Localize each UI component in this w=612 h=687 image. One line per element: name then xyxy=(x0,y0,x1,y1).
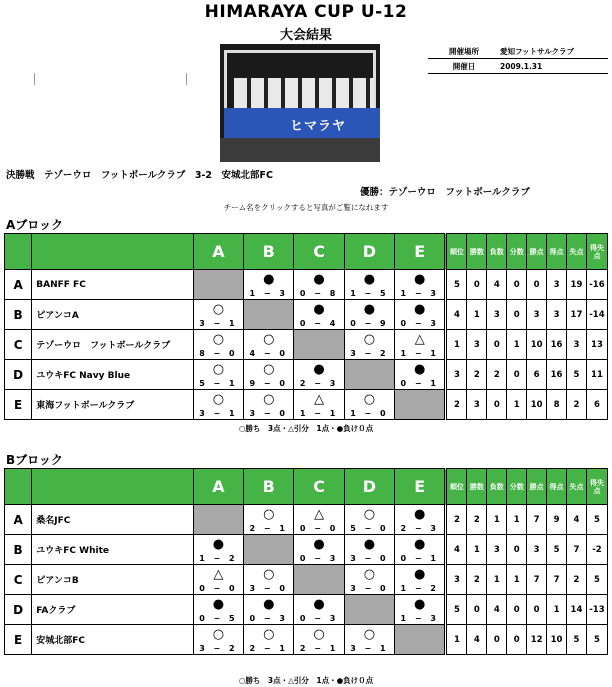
result-symbol: △ xyxy=(213,567,224,582)
stat-cell: 0 xyxy=(507,360,527,390)
result-score: 3 − 1 xyxy=(199,409,238,418)
meta-key: 開催場所 xyxy=(449,46,479,56)
stat-cell: 3 xyxy=(527,300,547,330)
stat-header: 勝点 xyxy=(527,234,547,270)
result-symbol: ● xyxy=(263,597,275,612)
self-match-cell xyxy=(294,565,344,595)
result-score: 1 − 3 xyxy=(400,614,439,623)
stat-cell: 16 xyxy=(547,330,567,360)
result-cell xyxy=(344,565,394,595)
result-cell xyxy=(244,565,294,595)
result-symbol: ○ xyxy=(212,362,225,377)
result-score: 5 − 0 xyxy=(350,524,389,533)
stat-header: 得失点 xyxy=(586,469,607,505)
result-score: 0 − 9 xyxy=(350,319,389,328)
winner: 優勝：テゾーウロ フットボールクラブ xyxy=(360,187,530,198)
block-title: Aブロック xyxy=(6,218,64,232)
stat-cell: 3 xyxy=(447,360,467,390)
result-score: 2 − 3 xyxy=(400,524,439,533)
result-cell xyxy=(193,625,243,655)
meta-value: 2009.1.31 xyxy=(500,61,543,71)
legend: ○勝ち 3点・△引分 1点・●負け０点 xyxy=(238,424,374,433)
stat-cell: 13 xyxy=(586,330,607,360)
stat-cell: 0 xyxy=(527,595,547,625)
team-name[interactable]: テゾーウロ フットボールクラブ xyxy=(32,330,193,360)
stat-cell: 7 xyxy=(567,535,587,565)
result-cell xyxy=(395,360,445,390)
result-score: 1 − 2 xyxy=(400,584,439,593)
row-letter: C xyxy=(5,565,32,595)
result-score: 2 − 1 xyxy=(299,644,339,653)
stat-cell: 1 xyxy=(507,390,527,420)
result-cell xyxy=(395,565,445,595)
stat-cell: 10 xyxy=(527,390,547,420)
result-cell xyxy=(193,565,243,595)
stat-header: 得点 xyxy=(547,469,567,505)
divider xyxy=(34,73,35,85)
stat-header: 負数 xyxy=(487,234,507,270)
result-cell xyxy=(395,330,445,360)
result-score: 3 − 0 xyxy=(350,554,389,563)
result-symbol: ● xyxy=(414,597,426,612)
stat-cell: 5 xyxy=(447,270,467,300)
result-score: 3 − 2 xyxy=(350,349,389,358)
result-symbol: △ xyxy=(314,507,325,522)
stat-cell: 0 xyxy=(487,625,507,655)
stat-cell: 2 xyxy=(447,505,467,535)
photo-note: チーム名をクリックすると写真がご覧になれます xyxy=(223,203,389,212)
result-cell xyxy=(294,505,344,535)
result-score: 0 − 3 xyxy=(249,614,288,623)
table-row xyxy=(5,535,608,565)
result-score: 4 − 0 xyxy=(249,349,288,358)
row-letter: A xyxy=(5,505,32,535)
result-symbol: ○ xyxy=(212,392,225,407)
self-match-cell xyxy=(244,535,294,565)
stat-cell: 2 xyxy=(467,565,487,595)
column-header: A xyxy=(193,234,243,270)
result-cell xyxy=(294,535,344,565)
result-score: 0 − 4 xyxy=(299,319,339,328)
stat-cell: 0 xyxy=(467,270,487,300)
result-cell xyxy=(193,300,243,330)
column-header: E xyxy=(395,234,445,270)
result-symbol: ○ xyxy=(263,362,275,377)
row-letter: D xyxy=(5,360,32,390)
result-symbol: ○ xyxy=(363,392,376,407)
result-symbol: ● xyxy=(313,362,325,377)
team-name[interactable]: 東海フットボールクラブ xyxy=(32,390,193,420)
result-cell xyxy=(193,535,243,565)
row-letter: D xyxy=(5,595,32,625)
stat-cell: 2 xyxy=(467,505,487,535)
stat-cell: 7 xyxy=(547,565,567,595)
stat-cell: 5 xyxy=(586,565,607,595)
team-name[interactable]: ピアンコB xyxy=(32,565,193,595)
stat-cell: 2 xyxy=(567,390,587,420)
table-row xyxy=(5,270,608,300)
header-blank xyxy=(5,469,32,505)
result-cell xyxy=(193,390,243,420)
result-cell xyxy=(344,625,394,655)
banner-text: ヒマラヤ xyxy=(290,119,347,134)
result-symbol: ○ xyxy=(363,627,376,642)
column-header: D xyxy=(344,469,394,505)
self-match-cell xyxy=(344,595,394,625)
self-match-cell xyxy=(344,360,394,390)
block-title: Bブロック xyxy=(6,453,63,467)
result-symbol: ● xyxy=(414,567,426,582)
block-table xyxy=(4,468,608,655)
result-cell xyxy=(395,505,445,535)
result-symbol: △ xyxy=(414,332,425,347)
result-symbol: ○ xyxy=(263,392,275,407)
result-symbol: ○ xyxy=(263,507,275,522)
result-score: 9 − 0 xyxy=(249,379,288,388)
result-symbol: ● xyxy=(363,272,376,287)
players-group xyxy=(234,78,374,110)
table-row xyxy=(5,565,608,595)
stat-header: 失点 xyxy=(567,234,587,270)
self-match-cell xyxy=(395,625,445,655)
header-blank xyxy=(5,234,32,270)
self-match-cell xyxy=(244,300,294,330)
stat-cell: 5 xyxy=(547,535,567,565)
result-score: 3 − 2 xyxy=(199,644,238,653)
stat-cell: 3 xyxy=(567,330,587,360)
result-score: 3 − 1 xyxy=(199,319,238,328)
stat-cell: 0 xyxy=(507,625,527,655)
stat-cell: 6 xyxy=(586,390,607,420)
self-match-cell xyxy=(395,390,445,420)
table-row xyxy=(5,505,608,535)
stat-header: 順位 xyxy=(447,234,467,270)
stat-cell: -13 xyxy=(586,595,607,625)
result-symbol: ● xyxy=(313,302,325,317)
stat-cell: 1 xyxy=(547,595,567,625)
result-symbol: ● xyxy=(313,597,325,612)
stat-cell: 1 xyxy=(467,300,487,330)
table-row xyxy=(5,625,608,655)
result-score: 0 − 3 xyxy=(299,554,339,563)
stat-cell: 0 xyxy=(507,300,527,330)
team-name[interactable]: FAクラブ xyxy=(32,595,193,625)
stat-cell: 2 xyxy=(447,390,467,420)
result-score: 0 − 8 xyxy=(299,289,339,298)
stat-cell: 14 xyxy=(567,595,587,625)
result-score: 1 − 1 xyxy=(400,349,439,358)
team-name[interactable]: 安城北部FC xyxy=(32,625,193,655)
result-symbol: ○ xyxy=(263,332,275,347)
stat-cell: 0 xyxy=(487,390,507,420)
column-header: B xyxy=(244,469,294,505)
result-score: 1 − 3 xyxy=(249,289,288,298)
stat-cell: 5 xyxy=(567,625,587,655)
column-header: A xyxy=(193,469,243,505)
result-cell xyxy=(244,625,294,655)
stat-cell: 0 xyxy=(527,270,547,300)
result-symbol: ● xyxy=(414,362,426,377)
column-header: D xyxy=(344,234,394,270)
result-score: 1 − 2 xyxy=(199,554,238,563)
result-cell xyxy=(395,270,445,300)
result-symbol: △ xyxy=(314,392,325,407)
result-cell xyxy=(294,625,344,655)
result-cell xyxy=(344,505,394,535)
stat-header: 得失点 xyxy=(586,234,607,270)
result-symbol: ● xyxy=(363,537,376,552)
stat-cell: 4 xyxy=(487,270,507,300)
stat-header: 勝点 xyxy=(527,469,547,505)
stat-cell: 5 xyxy=(447,595,467,625)
column-header: C xyxy=(294,234,344,270)
stat-cell: 10 xyxy=(527,330,547,360)
result-symbol: ● xyxy=(414,302,426,317)
row-letter: B xyxy=(5,300,32,330)
result-cell xyxy=(395,595,445,625)
result-score: 0 − 5 xyxy=(199,614,238,623)
stat-cell: 16 xyxy=(547,360,567,390)
result-cell xyxy=(294,270,344,300)
stat-cell: 3 xyxy=(547,270,567,300)
result-symbol: ○ xyxy=(212,332,225,347)
divider xyxy=(186,73,187,85)
result-score: 2 − 1 xyxy=(249,644,288,653)
stat-header: 負数 xyxy=(487,469,507,505)
result-symbol: ● xyxy=(414,272,426,287)
stat-cell: 4 xyxy=(487,595,507,625)
result-score: 1 − 5 xyxy=(350,289,389,298)
stat-cell: 3 xyxy=(467,390,487,420)
self-match-cell xyxy=(193,270,243,300)
result-cell xyxy=(244,360,294,390)
stat-cell: 1 xyxy=(507,330,527,360)
row-letter: E xyxy=(5,625,32,655)
page-title: HIMARAYA CUP U-12 xyxy=(204,2,408,22)
stat-cell: 12 xyxy=(527,625,547,655)
stat-header: 勝数 xyxy=(467,234,487,270)
stat-cell: -2 xyxy=(586,535,607,565)
result-symbol: ● xyxy=(414,537,426,552)
result-symbol: ○ xyxy=(212,627,225,642)
result-cell xyxy=(244,330,294,360)
stat-cell: -16 xyxy=(586,270,607,300)
result-symbol: ● xyxy=(263,272,275,287)
table-row xyxy=(5,330,608,360)
self-match-cell xyxy=(294,330,344,360)
result-symbol: ○ xyxy=(263,627,275,642)
result-symbol: ● xyxy=(414,507,426,522)
self-match-cell xyxy=(193,505,243,535)
result-symbol: ● xyxy=(212,597,225,612)
header-row xyxy=(5,469,608,505)
header-blank xyxy=(32,234,193,270)
stat-cell: 4 xyxy=(447,300,467,330)
stat-cell: 1 xyxy=(507,565,527,595)
stat-cell: 1 xyxy=(447,330,467,360)
result-score: 0 − 3 xyxy=(299,614,339,623)
meta-row xyxy=(428,59,608,74)
result-symbol: ○ xyxy=(313,627,325,642)
result-cell xyxy=(294,300,344,330)
stat-cell: 0 xyxy=(507,535,527,565)
stat-cell: 3 xyxy=(467,330,487,360)
page-subtitle: 大会結果 xyxy=(279,28,332,43)
result-cell xyxy=(344,300,394,330)
result-symbol: ● xyxy=(363,302,376,317)
result-score: 1 − 0 xyxy=(350,409,389,418)
result-score: 0 − 1 xyxy=(400,379,439,388)
result-cell xyxy=(193,360,243,390)
stat-cell: 4 xyxy=(467,625,487,655)
result-cell xyxy=(244,390,294,420)
result-cell xyxy=(244,505,294,535)
column-header: B xyxy=(244,234,294,270)
result-score: 0 − 1 xyxy=(400,554,439,563)
row-letter: C xyxy=(5,330,32,360)
result-symbol: ● xyxy=(313,272,325,287)
result-score: 8 − 0 xyxy=(199,349,238,358)
stat-cell: 3 xyxy=(527,535,547,565)
stat-cell: 1 xyxy=(487,505,507,535)
stat-cell: 1 xyxy=(467,535,487,565)
result-score: 1 − 3 xyxy=(400,289,439,298)
final-match: 決勝戦 テゾーウロ フットボールクラブ 3-2 安城北部FC xyxy=(6,170,273,181)
team-name[interactable]: ユウキFC Navy Blue xyxy=(32,360,193,390)
header-row xyxy=(5,234,608,270)
header-blank xyxy=(32,469,193,505)
result-score: 3 − 0 xyxy=(350,584,389,593)
result-cell xyxy=(244,595,294,625)
stat-cell: 8 xyxy=(547,390,567,420)
result-score: 0 − 0 xyxy=(199,584,238,593)
stat-cell: 4 xyxy=(447,535,467,565)
stat-cell: 2 xyxy=(487,360,507,390)
result-cell xyxy=(244,270,294,300)
result-cell xyxy=(294,360,344,390)
result-score: 2 − 3 xyxy=(299,379,339,388)
stat-cell: 6 xyxy=(527,360,547,390)
stat-cell: 1 xyxy=(447,625,467,655)
team-photo xyxy=(220,44,380,162)
stat-header: 勝数 xyxy=(467,469,487,505)
result-symbol: ○ xyxy=(363,507,376,522)
result-symbol: ○ xyxy=(212,302,225,317)
result-cell xyxy=(344,390,394,420)
result-cell xyxy=(193,595,243,625)
stat-header: 順位 xyxy=(447,469,467,505)
result-score: 2 − 1 xyxy=(249,524,288,533)
result-score: 3 − 0 xyxy=(249,409,288,418)
stat-cell: 10 xyxy=(547,625,567,655)
column-header: C xyxy=(294,469,344,505)
row-letter: B xyxy=(5,535,32,565)
stat-cell: 3 xyxy=(487,300,507,330)
stat-cell: 5 xyxy=(567,360,587,390)
column-header: E xyxy=(395,469,445,505)
stat-cell: 2 xyxy=(467,360,487,390)
stat-cell: 11 xyxy=(586,360,607,390)
result-cell xyxy=(294,595,344,625)
team-name[interactable]: ユウキFC White xyxy=(32,535,193,565)
stat-cell: 3 xyxy=(547,300,567,330)
stat-cell: 19 xyxy=(567,270,587,300)
stat-cell: 7 xyxy=(527,565,547,595)
stat-cell: 1 xyxy=(507,505,527,535)
table-row xyxy=(5,360,608,390)
stat-cell: 17 xyxy=(567,300,587,330)
team-name[interactable]: ピアンコA xyxy=(32,300,193,330)
stat-cell: 0 xyxy=(507,595,527,625)
result-cell xyxy=(344,330,394,360)
stat-cell: 7 xyxy=(527,505,547,535)
result-symbol: ● xyxy=(212,537,225,552)
table-row xyxy=(5,390,608,420)
meta-value: 愛知フットサルクラブ xyxy=(500,46,574,56)
result-cell xyxy=(395,535,445,565)
stat-header: 分数 xyxy=(507,234,527,270)
row-letter: E xyxy=(5,390,32,420)
result-cell xyxy=(294,390,344,420)
result-cell xyxy=(344,270,394,300)
result-symbol: ○ xyxy=(263,567,275,582)
block-table xyxy=(4,233,608,420)
team-name[interactable]: 桑名JFC xyxy=(32,505,193,535)
row-letter: A xyxy=(5,270,32,300)
legend: ○勝ち 3点・△引分 1点・●負け０点 xyxy=(238,676,374,685)
result-cell xyxy=(395,300,445,330)
event-meta xyxy=(428,44,608,74)
stat-cell: 0 xyxy=(467,595,487,625)
stat-cell: 3 xyxy=(447,565,467,595)
result-score: 0 − 3 xyxy=(400,319,439,328)
stat-header: 失点 xyxy=(567,469,587,505)
result-score: 5 − 1 xyxy=(199,379,238,388)
stat-cell: 0 xyxy=(507,270,527,300)
stat-cell: 3 xyxy=(487,535,507,565)
ground xyxy=(220,138,380,162)
result-symbol: ● xyxy=(313,537,325,552)
result-cell xyxy=(193,330,243,360)
result-symbol: ○ xyxy=(363,567,376,582)
result-score: 1 − 1 xyxy=(299,409,339,418)
stat-cell: 1 xyxy=(487,565,507,595)
sponsor-banner xyxy=(224,108,380,138)
stat-cell: 5 xyxy=(586,625,607,655)
stat-header: 分数 xyxy=(507,469,527,505)
stat-cell: 2 xyxy=(567,565,587,595)
result-score: 0 − 0 xyxy=(299,524,339,533)
stat-cell: -14 xyxy=(586,300,607,330)
stat-cell: 9 xyxy=(547,505,567,535)
stat-cell: 5 xyxy=(586,505,607,535)
stat-cell: 0 xyxy=(487,330,507,360)
result-score: 3 − 1 xyxy=(350,644,389,653)
result-score: 3 − 0 xyxy=(249,584,288,593)
stat-cell: 4 xyxy=(567,505,587,535)
meta-key: 開催日 xyxy=(452,61,476,71)
meta-row xyxy=(428,44,608,59)
result-cell xyxy=(344,535,394,565)
result-symbol: ○ xyxy=(363,332,376,347)
stat-header: 得点 xyxy=(547,234,567,270)
team-name[interactable]: BANFF FC xyxy=(32,270,193,300)
table-row xyxy=(5,595,608,625)
table-row xyxy=(5,300,608,330)
